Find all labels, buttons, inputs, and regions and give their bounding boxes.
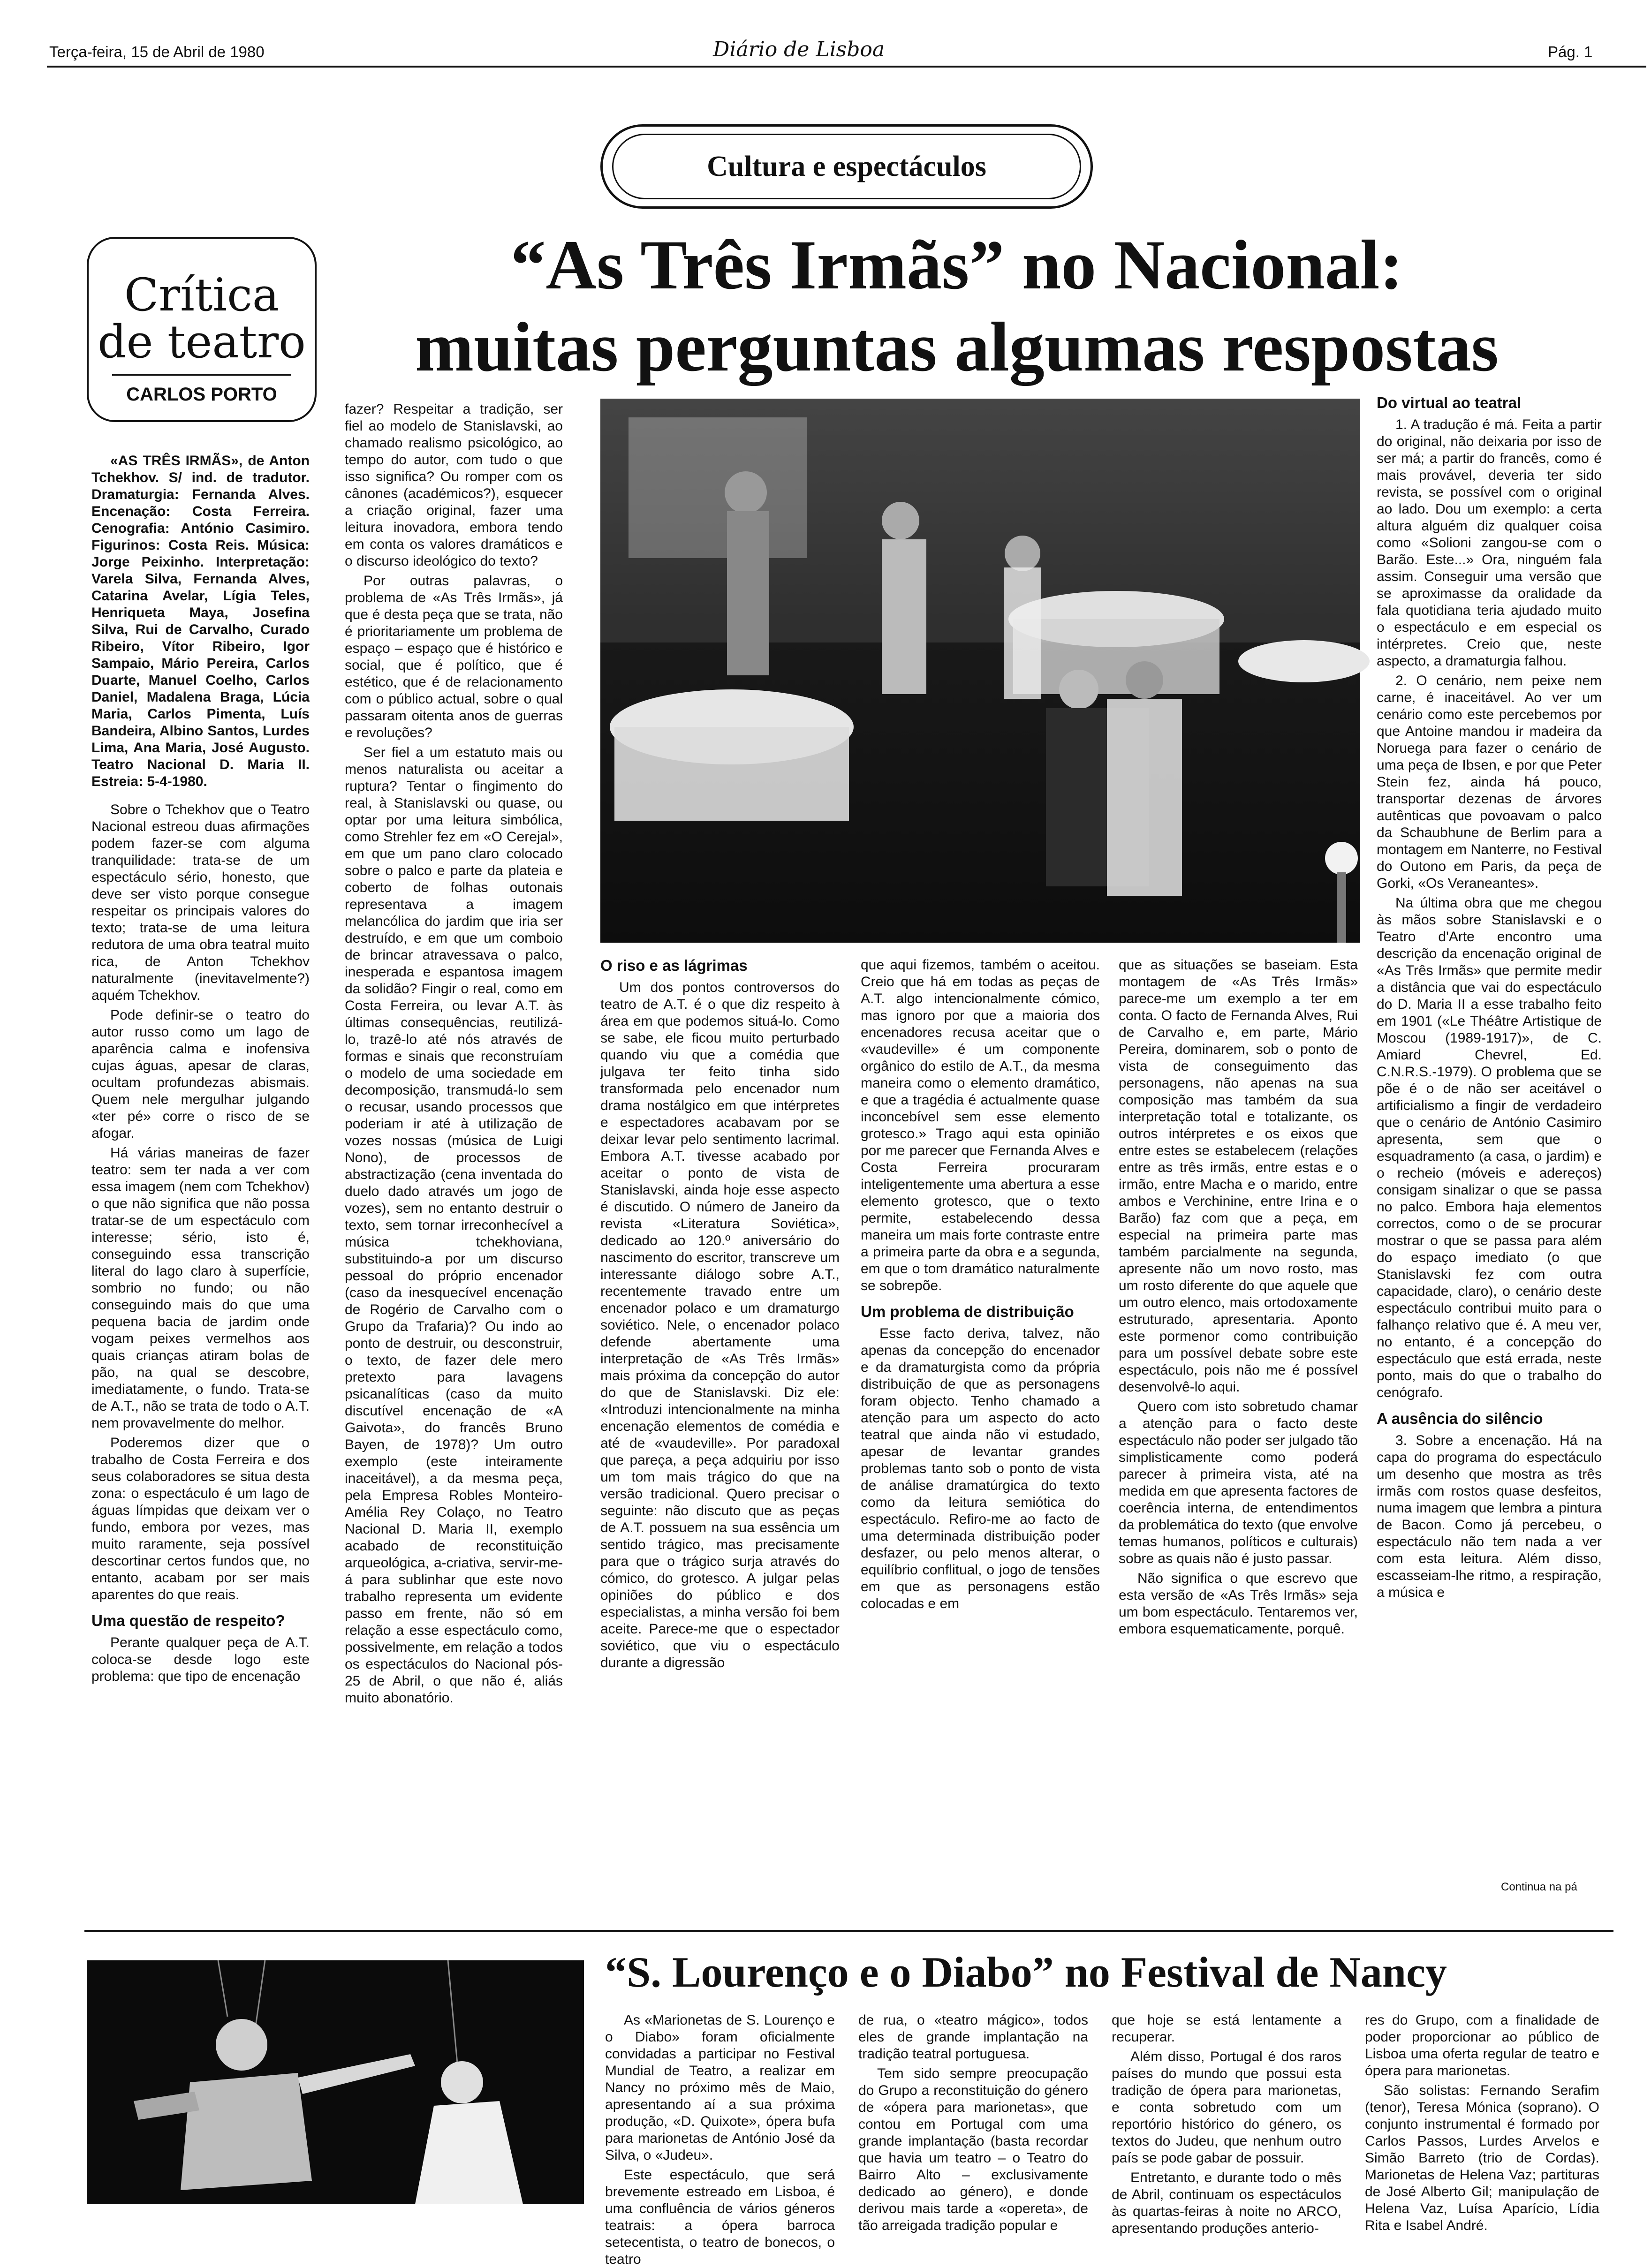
review-box-title-1: Crítica (124, 269, 280, 321)
review-column-1 (91, 453, 310, 1892)
page-number: Pág. 1 (1548, 43, 1593, 60)
marionette-photo (87, 1960, 584, 2204)
col5-para: Não significa o que escrevo que esta versão de «As Três Irmãs» seja um bom espectáculo. Tentaremos ver, embora esquematicamente, porquê. (1119, 1571, 1358, 1637)
continued-note: Continua na pá (1501, 1881, 1577, 1893)
review-author: CARLOS PORTO (126, 384, 277, 405)
col5-para: Quero com isto sobretudo chamar a atenção para o facto deste espectáculo não poder ser julgado tão simplisticamente como poderá parecer à primeira vista, até na medida em que apresenta factores de coerência interna, de entendimentos da problemática do texto (que envolve temas humanos, políticos e culturais) sobre as quais não é justo passar. (1119, 1399, 1358, 1566)
col6-para: 2. O cenário, nem peixe nem carne, é inaceitável. Ao ver um cenário como este percebemos por que Antoine mandou ir madeira da Noruega para fazer o cenário de uma peça de Ibsen, e por que Peter Stein fez, ainda há pouco, transportar dezenas de árvores autênticas que povoavam o palco da Schaubhune de Berlim para a montagem em Nanterre, no Festival do Outono em Paris, da peça de Gorki, «Os Veraneantes». (1377, 673, 1602, 891)
nancy-column-1 (605, 2012, 835, 2267)
nancy-column-4 (1365, 2012, 1599, 2233)
masthead: Diário de Lisboa (713, 38, 885, 61)
col6-para: 3. Sobre a encenação. Há na capa do programa do espectáculo um desenho que mostra as três irmãs com rostos quase desfeitos, numa imagem que lembra a pintura de Bacon. Como já percebeu, o espectáculo não tem nada a ver com esta leitura. Além disso, escasseiam-lhe ritmo, a respiração, a música e (1377, 1433, 1602, 1600)
col5-para: que as situações se baseiam. Esta montagem de «As Três Irmãs» parece-me um exemplo a ter em conta. O facto de Fernanda Alves, Rui de Carvalho e, em parte, Mário Pereira, dominarem, sob o ponto de vista de conseguimento das personagens, não apenas na sua composição mas também da sua interpretação total e totalizante, os outros intérpretes e os eixos que entre estes se estabelecem (relações entre as três irmãs, entre estas e o irmão, entre Macha e o marido, entre ambos e Verchinine, entre Irina e o Barão) faz com que a peça, em especial na primeira parte mas também parcialmente na segunda, apresente não um novo rosto, mas um rosto diferente do que aquele que um outro elenco, mais ortodoxamente estruturado, apresentaria. Aponto este pormenor como contribuição para um possível debate sobre este espectáculo, pois não me é possível desenvolvê-lo aqui. (1119, 957, 1358, 1395)
col6-para: Na última obra que me chegou às mãos sobre Stanislavski e o Teatro d'Arte encontro uma descrição da encenação original de «As Três Irmãs» que permite medir a distância que vai do espectáculo do D. Maria II a esse trabalho feito em 1901 («Le Théâtre Artistique de Moscou (1989-1917)», de C. Amiard Chevrel, Ed. C.N.R.S.-1979). O problema que se põe é o de não ser aceitável o artificialismo a fingir de verdadeiro que o cenário de António Casimiro apresenta, sem que o esquadramento (a casa, o jardim) e o recheio (móveis e adereços) consigam sinalizar o que se passa no palco. Embora haja elementos correctos, como o de se procurar mostrar o que se passa para além do espaço imediato (o que Stanislavski fez com outra capacidade, claro), o cenário deste espectáculo contribui muito para o falhanço relativo que é. A meu ver, no entanto, é a concepção do espectáculo que está errada, neste ponto, mais do que o trabalho do cenógrafo. (1377, 895, 1602, 1400)
nancy-para: Além disso, Portugal é dos raros países do mundo que possui esta tradição de ópera para marionetas, e conta sobretudo com um reportório histórico do género, os textos do Judeu, que nenhum outro país se pode gabar de possuir. (1112, 2049, 1341, 2166)
header-rule (47, 66, 1646, 68)
review-box (87, 237, 317, 422)
review-box-title-2: de teatro (98, 316, 306, 368)
nancy-column-3 (1112, 2012, 1341, 2236)
col2-para: Ser fiel a um estatuto mais ou menos naturalista ou aceitar a ruptura? Tentar o fingimento do real, à Stanislavski ou quase, ou optar por uma leitura simbólica, como Strehler fez em «O Cerejal», em que um pano claro colocado sobre o palco e parte da plateia e coberto de folhas outonais representava a imagem melancólica do jardim que iria ser destruído, e em que um comboio de brincar atravessava o palco, inesperada e espantosa imagem da solidão? Fingir o real, como em Costa Ferreira, ou levar A.T. às últimas consequências, reutilizá-lo, trazê-lo até nós através de formas e sinais que reconstruíam o modelo de uma sociedade em decomposição, transmudá-lo sem o recusar, usando processos que poderiam ir até à utilização de vozes nossas (música de Luigi Nono), de processos de abstractização (cena inventada do duelo dado através um jogo de vozes), sem no entanto destruir o texto, sem tornar irreconhecível a música tchekhoviana, substituindo-a por um discurso pessoal do próprio encenador (caso da inesquecível encenação de Rogério de Carvalho com o Grupo da Trafaria)? Ou indo ao ponto de destruir, ou desconstruir, o texto, de fazer dele mero pretexto para lavagens psicanalíticas (caso da muito discutível encenação de «A Gaivota», do francês Bruno Bayen, de 1978)? Um outro exemplo (este inteiramente inaceitável), a da mesma peça, pela Empresa Robles Monteiro-Amélia Rey Colaço, no Teatro Nacional D. Maria II, exemplo acabado de reconstituição arqueológica, a-criativa, servir-me-á para sublinhar que este novo trabalho representa um evidente passo em frente, não só em relação a esse espectáculo como, possivelmente, em relação a todos os espectáculos do Nacional pós-25 de Abril, o que não é, aliás muito abonatório. (345, 745, 563, 1706)
nancy-column-2 (858, 2012, 1088, 2233)
subhead-virtual: Do virtual ao teatral (1377, 394, 1522, 411)
col6-para: 1. A tradução é má. Feita a partir do original, não deixaria por isso de ser má; a partir do francês, como é mais provável, deveria ter sido revista, se possível com o original ao lado. Dou um exemplo: a certa altura alguém diz qualquer coisa como «Solioni zangou-se com o Barão. Este...» Ora, ninguém fala assim. Conseguir uma versão que se aproximasse da oralidade da fala quotidiana teria ajudado muito o espectáculo e em especial os intérpretes. Creio que, neste aspecto, a dramaturgia falhou. (1377, 417, 1602, 669)
headline-line-2: muitas perguntas algumas respostas (415, 308, 1499, 386)
nancy-para: Tem sido sempre preocupação do Grupo a reconstituição do género de «ópera para marionetas», que contou em Portugal com uma grande implantação (basta recordar que havia um teatro – o Teatro do Bairro Alto – exclusivamente dedicado ao género), e donde derivou mais tarde a «opereta», de tão arreigada tradição popular e (858, 2066, 1088, 2233)
col2-para: fazer? Respeitar a tradição, ser fiel ao modelo de Stanislavski, ao chamado realismo psicológico, ao tempo do autor, com tudo o que isso significa? Ou romper com os cânones (académicos?), esquecer a criação original, fazer uma leitura inovadora, embora tendo em conta os valores dramáticos e o discurso ideológico do texto? (345, 401, 563, 569)
subhead-riso: O riso e as lágrimas (600, 957, 748, 974)
col4-para: Esse facto deriva, talvez, não apenas da concepção do encenador e da dramaturgista como da própria distribuição de que as personagens foram objecto. Tenho chamado a atenção para um aspecto do acto teatral que ainda não vi estudado, apesar de levantar grandes problemas tanto sob o ponto de vista de análise dramatúrgica do texto como da leitura semiótica do espectáculo. Refiro-me ao facto de uma determinada distribuição poder desfazer, ou pelo menos alterar, o equilíbrio conflitual, o jogo de tensões em que as personagens estão colocadas e em (861, 1326, 1100, 1611)
review-column-6 (1377, 394, 1602, 1876)
subhead-distribuicao: Um problema de distribuição (861, 1303, 1074, 1320)
credits: «AS TRÊS IRMÃS», de Anton Tchekhov. S/ ind. de tradutor. Dramaturgia: Fernanda Alves. Encenação: Costa Ferreira. Cenografia: António Casimiro. Figurinos: Costa Reis. Música: Jorge Peixinho. Interpretação: Varela Silva, Fernanda Alves, Catarina Avelar, Lígia Teles, Henriqueta Maya, Josefina Silva, Rui de Carvalho, Curado Ribeiro, Vítor Ribeiro, Igor Sampaio, Mário Pereira, Carlos Duarte, Manuel Coelho, Carlos Daniel, Madalena Braga, Lúcia Maria, Carlos Pimenta, Luís Bandeira, Albino Santos, Lurdes Lima, Ana Maria, José Augusto. Teatro Nacional D. Maria II. Estreia: 5-4-1980. (91, 453, 310, 789)
nancy-para: res do Grupo, com a finalidade de poder proporcionar ao público de Lisboa uma oferta regular de teatro e ópera para marionetas. (1365, 2012, 1599, 2079)
col1-para: Sobre o Tchekhov que o Teatro Nacional estreou duas afirmações podem fazer-se com alguma tranquilidade: trata-se de um espectáculo sério, honesto, que deve ser visto porque consegue respeitar os principais valores do texto; trata-se de uma leitura redutora de uma obra teatral muito rica, de Anton Tchekhov naturalmente (inevitavelmente?) aquém Tchekhov. (91, 802, 310, 1003)
headline-line-1: “As Três Irmãs” no Nacional: (510, 226, 1403, 304)
review-box-rule (112, 374, 291, 376)
col2-para: Por outras palavras, o problema de «As Três Irmãs», já que é desta peça que se trata, não é prioritariamente um problema de espaço – espaço que é histórico e social, que é político, que é estético, que é de relacionamento com o público actual, sobre o qual passaram oitenta anos de guerras e revoluções? (345, 573, 563, 741)
col3-para: Um dos pontos controversos do teatro de A.T. é o que diz respeito à área em que podemos situá-lo. Como se sabe, ele ficou muito perturbado quando viu que a comédia que julgava ter feito tinha sido transformada pelo encenador num drama nostálgico em que intérpretes e espectadores acabavam por se deixar levar pelo sentimento lacrimal. Embora A.T. tivesse acabado por aceitar o ponto de vista de Stanislavski, ainda hoje esse aspecto é discutido. O número de Janeiro da revista «Literatura Soviética», dedicado ao 120.º aniversário do nascimento do escritor, transcreve um interessante diálogo sobre A.T., recentemente travado entre um encenador polaco e um dramaturgo soviético. Nele, o encenador polaco defende abertamente uma interpretação de «As Três Irmãs» mais próxima da concepção do autor do que de Stanislavski. Diz ele: «Introduzi intencionalmente na minha encenação elementos de comédia e até de «vaudeville». Por paradoxal que pareça, a peça adquiriu por isso um tom mais trágico do que na versão tradicional. Quero precisar o seguinte: não discuto que as peças de A.T. possuem na sua essência um sentido trágico, mas precisamente para que o trágico surja através do cómico, do grotesco. A julgar pelas opiniões do público e dos especialistas, a minha versão foi bem aceite. Parece-me que o espectador soviético, que viu o espectáculo durante a digressão (600, 980, 840, 1671)
subhead-respeito: Uma questão de respeito? (91, 1612, 285, 1629)
col1-para: Perante qualquer peça de A.T. coloca-se desde logo este problema: que tipo de encenação (91, 1635, 310, 1684)
col1-para: Pode definir-se o teatro do autor russo como um lago de aparência calma e inofensiva cujas águas, apesar de claras, ocultam profundezas abismais. Quem nele mergulhar julgando «ter pé» corre o risco de se afogar. (91, 1007, 310, 1141)
section-banner-label: Cultura e espectáculos (707, 150, 986, 182)
col1-para: Poderemos dizer que o trabalho de Costa Ferreira e dos seus colaboradores se situa desta zona: o espectáculo é um lago de águas límpidas que deixam ver o fundo, embora por vezes, mas muito raramente, seja possível descortinar certos fundos que, no entanto, acabam por ser mais aparentes do que reais. (91, 1435, 310, 1603)
review-column-5 (1119, 957, 1358, 1895)
issue-date: Terça-feira, 15 de Abril de 1980 (49, 43, 265, 60)
stage-photo (600, 399, 1360, 943)
subhead-silencio: A ausência do silêncio (1377, 1410, 1543, 1427)
nancy-para: que hoje se está lentamente a recuperar. (1112, 2012, 1341, 2045)
review-column-2 (345, 401, 563, 1892)
col4-para: que aqui fizemos, também o aceitou. Creio que há em todas as peças de A.T. algo intencionalmente cómico, mas ignoro por que a maioria dos encenadores recusa aceitar que o «vaudeville» é um componente orgânico do estilo de A.T., da mesma maneira como o elemento dramático, e que a tragédia é actualmente quase inconcebível sem esse elemento grotesco.» Trago aqui esta opinião por me parecer que Fernanda Alves e Costa Ferreira procuraram inteligentemente uma abertura a esse elemento grotesco, que o texto permite, estabelecendo dessa maneira um mais forte contraste entre a primeira parte da obra e a segunda, em que o tom dramático naturalmente se sobrepõe. (861, 957, 1100, 1293)
stage-scene-illustration (600, 399, 1360, 943)
col1-para: Há várias maneiras de fazer teatro: sem ter nada a ver com essa imagem (nem com Tchekhov) o que não significa que não possa tratar-se de um espectáculo com interesse; sério, isto é, conseguindo essa transcrição literal do lago claro à superfície, sombrio no fundo; ou não conseguindo mais do que uma pequena bacia de jardim onde vogam peixes vermelhos aos quais crianças atiram bolas de pão, na qual se descobre, imediatamente, o fundo. Trata-se de A.T., não se trata de todo o A.T. nem provavelmente do melhor. (91, 1145, 310, 1431)
review-column-3 (600, 957, 840, 1895)
nancy-para: As «Marionetas de S. Lourenço e o Diabo» foram oficialmente convidadas a participar no Festival Mundial de Teatro, a realizar em Nancy no próximo mês de Maio, apresentando aí a sua próxima produção, «D. Quixote», ópera bufa para marionetas de António José da Silva, o «Judeu». (605, 2012, 835, 2163)
nancy-para: Entretanto, e durante todo o mês de Abril, continuam os espectáculos às quartas-feiras à noite no ARCO, apresentando produções anterio- (1112, 2170, 1341, 2236)
review-column-4 (861, 957, 1100, 1895)
nancy-para: de rua, o «teatro mágico», todos eles de grande implantação na tradição teatral portuguesa. (858, 2012, 1088, 2062)
article-separator (84, 1930, 1613, 1932)
nancy-para: São solistas: Fernando Serafim (tenor), Teresa Mónica (soprano). O conjunto instrumental é formado por Carlos Passos, Lurdes Arvelos e Simão Barreto (trio de Cordas). Marionetas de Helena Vaz; partituras de José Alberto Gil; manipulação de Helena Vaz, Luísa Aparício, Lídia Rita e Isabel André. (1365, 2083, 1599, 2233)
section-banner-inner (612, 134, 1081, 199)
marionette-illustration (87, 1960, 584, 2204)
nancy-para: Este espectáculo, que será brevemente estreado em Lisboa, é uma confluência de vários géneros teatrais: a ópera barroca setecentista, o teatro de bonecos, o teatro (605, 2167, 835, 2267)
second-headline: “S. Lourenço e o Diabo” no Festival de Nancy (605, 1948, 1447, 1996)
